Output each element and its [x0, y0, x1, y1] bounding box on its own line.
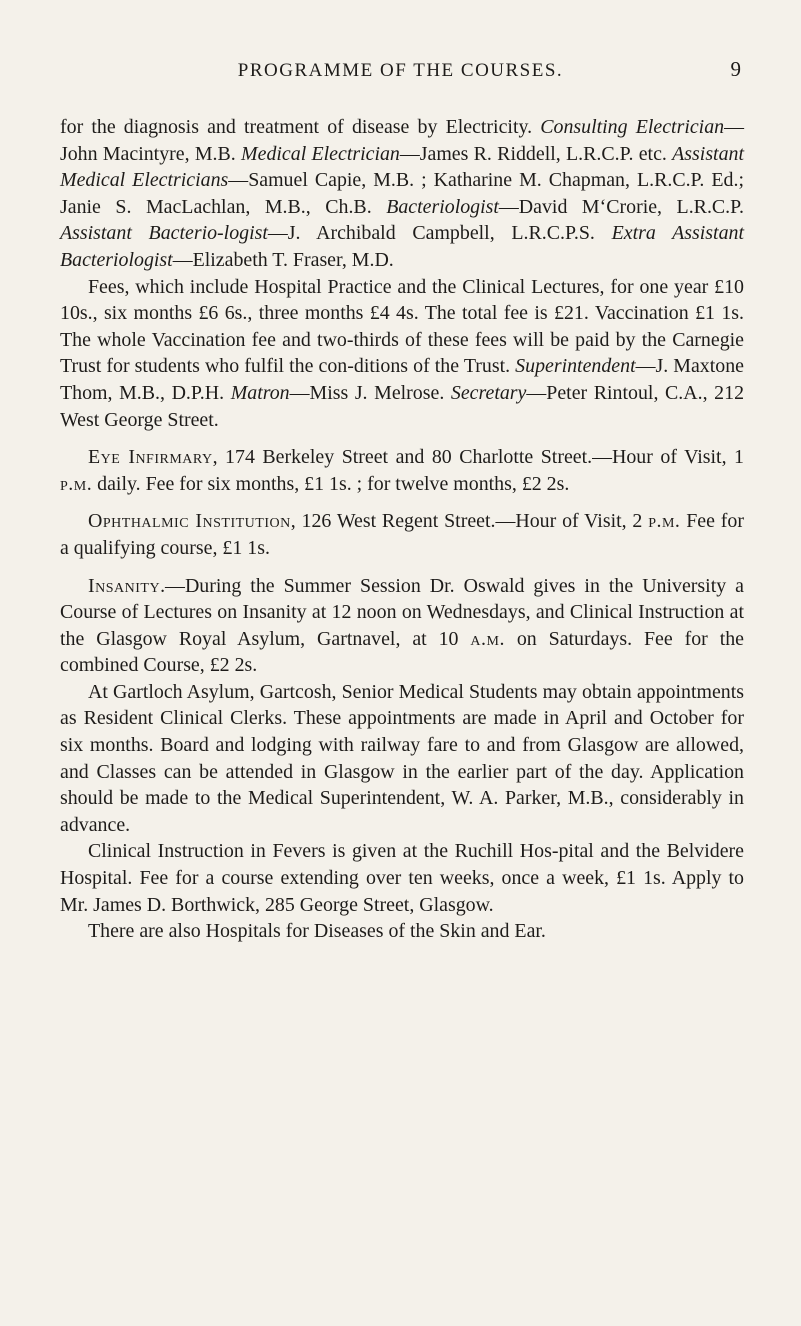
text-run: daily. Fee for six months, £1 1s. ; for twelve months, £2 2s. — [92, 472, 570, 495]
italic-heading: Extra Assistant Bacteriologist — [60, 222, 744, 271]
paragraph-fees — [60, 274, 744, 434]
italic-heading: Assistant Medical Electricians — [60, 142, 744, 192]
paragraph-skin-ear — [60, 918, 744, 945]
text-run: There are also Hospitals for Diseases of the Skin and Ear. — [88, 920, 546, 943]
text-run: —Elizabeth T. Fraser, M.D. — [172, 248, 394, 271]
text-run: Fees, which include Hospital Practice and the Clinical Lectures, for one year £10 10s., six months £6 6s., three months £4 4s. The total fee is £21. Vaccination £1 1s. The whole Vaccination fee and two-thirds of these fees will be paid by the Carnegie Trust for students who fulfil the con-ditions of the Trust. — [60, 275, 744, 378]
paragraph-eye-infirmary — [60, 444, 744, 497]
small-caps-heading: p.m. — [60, 472, 93, 495]
small-caps-heading: Eye Infirmary — [88, 446, 213, 469]
small-caps-heading: Insanity — [88, 574, 161, 597]
text-run: —David M‘Crorie, L.R.C.P. — [498, 195, 744, 218]
text-run: At Gartloch Asylum, Gartcosh, Senior Medical Students may obtain appointments as Resident Clinical Clerks. These appointments are made in April and October for six months. Board and lodging with railway fare to and from Glasgow are allowed, and Classes can be attended in Glasgow in the earlier part of the day. Application should be made to the Medical Superintendent, W. A. Parker, M.B., considerably in advance. — [60, 680, 744, 836]
page-number: 9 — [730, 57, 741, 81]
italic-heading: Medical Electrician — [241, 142, 400, 165]
text-run: , 174 Berkeley Street and 80 Charlotte Street.—Hour of Visit, 1 — [212, 446, 744, 469]
text-run: on Saturdays. Fee for the combined Course, £2 2s. — [60, 627, 744, 677]
text-run: Fee for a qualifying course, £1 1s. — [60, 510, 744, 559]
italic-heading: Assistant Bacterio-logist — [60, 222, 268, 245]
body-text — [60, 114, 744, 945]
italic-heading: Superintendent — [515, 355, 636, 378]
paragraph-fevers — [60, 838, 744, 918]
text-run: Clinical Instruction in Fevers is given at the Ruchill Hos-pital and the Belvidere Hospital. Fee for a course extending over ten weeks, once a week, £1 1s. Apply to Mr. James D. Borthwick, 285 George Street, Glasgow. — [60, 840, 744, 916]
text-run: for the diagnosis and treatment of disease by Electricity. — [60, 116, 541, 138]
text-run: —Peter Rintoul, C.A., 212 West George Street. — [60, 381, 745, 431]
small-caps-heading: p.m. — [648, 510, 681, 533]
text-run: , 126 West Regent Street.—Hour of Visit, 2 — [290, 510, 649, 533]
text-run: —John Macintyre, M.B. — [60, 116, 744, 165]
italic-heading: Consulting Electrician — [540, 116, 725, 138]
paragraph-insanity — [60, 573, 744, 679]
small-caps-heading: Ophthalmic Institution — [88, 510, 291, 533]
text-run: —James R. Riddell, L.R.C.P. etc. — [399, 142, 673, 165]
text-run: —Miss J. Melrose. — [289, 381, 451, 404]
paragraph-gartloch — [60, 679, 744, 839]
text-run: .—During the Summer Session Dr. Oswald gives in the University a Course of Lectures on Insanity at 12 noon on Wednesdays, and Clinical Instruction at the Glasgow Royal Asylum, Gartnavel, at 10 — [60, 574, 744, 650]
paragraph-electricity — [60, 114, 744, 274]
text-run: —J. Maxtone Thom, M.B., D.P.H. — [60, 355, 744, 404]
paragraph-ophthalmic — [60, 508, 744, 561]
running-title: PROGRAMME OF THE COURSES. — [237, 60, 564, 81]
text-run: —J. Archibald Campbell, L.R.C.P.S. — [267, 222, 612, 245]
italic-heading: Matron — [230, 381, 290, 404]
text-run: —Samuel Capie, M.B. ; Katharine M. Chapman, L.R.C.P. Ed.; Janie S. MacLachlan, M.B., Ch.B. — [60, 169, 744, 218]
italic-heading: Bacteriologist — [386, 195, 499, 218]
italic-heading: Secretary — [450, 381, 527, 404]
small-caps-heading: a.m. — [470, 627, 505, 650]
